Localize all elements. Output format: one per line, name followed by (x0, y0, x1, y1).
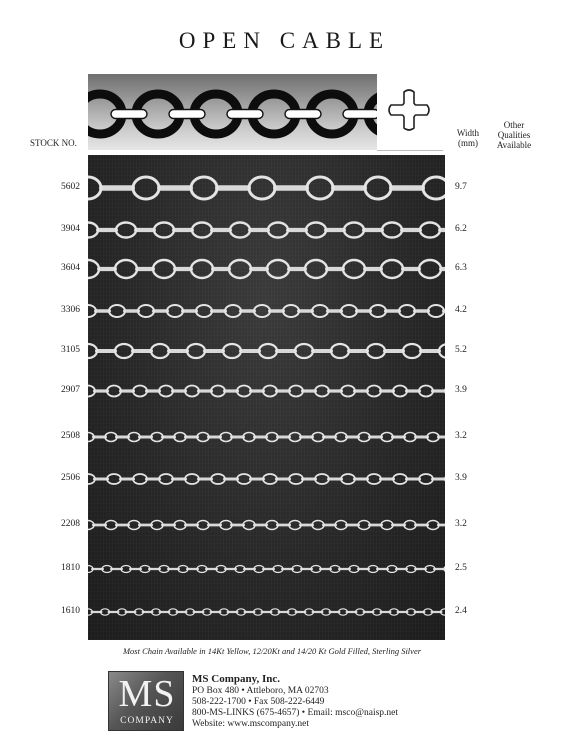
company-name: MS Company, Inc. (192, 673, 281, 685)
stock-column-header: STOCK NO. (30, 138, 77, 148)
profile-flat-link (227, 110, 263, 119)
chain-link (109, 305, 125, 317)
chain-link (343, 260, 365, 278)
stock-number: 2208 (61, 519, 80, 529)
chain-link (365, 177, 391, 199)
chain-link (283, 305, 299, 317)
chain-link (347, 349, 369, 353)
chain-link (286, 228, 308, 232)
stock-number: 3105 (61, 345, 80, 355)
chain-link (167, 349, 189, 353)
chain-width: 3.9 (455, 385, 467, 395)
chain-link (191, 260, 213, 278)
website-line: Website: www.mscompany.net (192, 719, 309, 729)
chain-width: 3.2 (455, 519, 467, 529)
chain-link (400, 228, 422, 232)
chain-sample (88, 521, 445, 530)
chain-link (263, 474, 277, 484)
chain-link (295, 344, 313, 358)
stock-number: 2907 (61, 385, 80, 395)
chain-link (196, 305, 212, 317)
chain-link (115, 344, 133, 358)
chain-link (403, 344, 421, 358)
chain-link (203, 349, 225, 353)
chain-link (367, 386, 381, 397)
chain-link (367, 474, 381, 484)
other-qualities-header (490, 120, 538, 150)
chain-link (381, 260, 403, 278)
chain-sample (88, 260, 445, 278)
chain-link (341, 474, 355, 484)
stock-number: 2508 (61, 431, 80, 441)
chain-link (239, 349, 261, 353)
chain-link (225, 305, 241, 317)
chain-link (267, 260, 289, 278)
chain-link (439, 344, 445, 358)
page-title: OPEN CABLE (178, 28, 391, 53)
width-header-unit: (mm) (458, 138, 478, 148)
chain-width: 4.2 (455, 305, 467, 315)
other-header-line: Qualities (497, 130, 531, 140)
cross-section-icon (387, 88, 431, 132)
chain-link (331, 344, 349, 358)
profile-flat-link (111, 110, 147, 119)
chain-link (311, 349, 333, 353)
profile-flat-link (285, 110, 321, 119)
chain-link (96, 228, 118, 232)
chain-link (154, 223, 174, 238)
chain-link (191, 177, 217, 199)
chain-link (167, 305, 183, 317)
chain-link (133, 474, 147, 484)
availability-note: Most Chain Available in 14Kt Yellow, 12/20Kt and 14/20 Kt Gold Filled, Sterling Silver (122, 646, 422, 656)
chain-link (306, 223, 326, 238)
stock-number: 3904 (61, 224, 80, 234)
chain-link (95, 349, 117, 353)
chain-link (399, 305, 415, 317)
chain-sample (88, 474, 445, 484)
chain-link (229, 260, 251, 278)
chain-link (305, 260, 327, 278)
chain-width: 6.3 (455, 263, 467, 273)
chain-samples-panel (88, 155, 445, 640)
chain-link (419, 386, 433, 397)
chain-link (133, 386, 147, 397)
chain-link (187, 344, 205, 358)
chain-width: 5.2 (455, 345, 467, 355)
phone-line: 508-222-1700 • Fax 508-222-6449 (192, 697, 325, 707)
stock-number: 5602 (61, 182, 80, 192)
chain-link (237, 474, 251, 484)
chain-link (268, 223, 288, 238)
chain-link (419, 474, 433, 484)
chain-samples-svg (88, 155, 445, 640)
chain-link (324, 228, 346, 232)
chain-link (263, 386, 277, 397)
chain-link (211, 386, 225, 397)
chain-link (99, 185, 135, 190)
chain-link (107, 386, 121, 397)
chain-profile-svg (88, 74, 377, 150)
chain-link (382, 223, 402, 238)
chain-link (370, 305, 386, 317)
chain-link (153, 260, 175, 278)
chain-link (138, 305, 154, 317)
chain-link (419, 260, 441, 278)
company-logo (108, 671, 184, 731)
chain-link (131, 349, 153, 353)
width-header-line: Width (456, 128, 480, 138)
profile-flat-link (169, 110, 205, 119)
chain-link (383, 349, 405, 353)
chain-link (115, 260, 137, 278)
chain-link (116, 223, 136, 238)
chain-link (211, 474, 225, 484)
contact-line: 800-MS-LINKS (675-4657) • Email: msco@naisp.net (192, 708, 399, 718)
chain-sample (88, 433, 445, 442)
chain-sample (88, 177, 445, 199)
chain-link (393, 386, 407, 397)
chain-link (420, 223, 440, 238)
chain-link (230, 223, 250, 238)
chain-link (185, 386, 199, 397)
other-header-line: Available (496, 140, 532, 150)
stock-number: 3306 (61, 305, 80, 315)
chain-link (159, 474, 173, 484)
chain-link (315, 386, 329, 397)
chain-width: 3.9 (455, 473, 467, 483)
chain-link (192, 223, 212, 238)
chain-width: 3.2 (455, 431, 467, 441)
company-address (192, 673, 398, 730)
chain-link (210, 228, 232, 232)
chain-link (254, 305, 270, 317)
chain-link (393, 474, 407, 484)
chain-link (134, 228, 156, 232)
profile-flat-link (343, 110, 377, 119)
chain-link (159, 386, 173, 397)
other-header-line: Other (503, 120, 525, 130)
chain-width: 2.4 (455, 606, 467, 616)
chain-link (185, 474, 199, 484)
logo-word: COMPANY (120, 716, 174, 726)
chain-link (331, 185, 367, 190)
logo-letters: MS (118, 673, 176, 715)
chain-sample (88, 386, 445, 397)
chain-link (428, 305, 444, 317)
chain-sample (88, 223, 445, 238)
chain-link (107, 474, 121, 484)
chain-width: 2.5 (455, 563, 467, 573)
chain-sample (88, 566, 445, 573)
address-line: PO Box 480 • Attleboro, MA 02703 (192, 686, 329, 696)
chain-link (157, 185, 193, 190)
stock-number: 3604 (61, 263, 80, 273)
divider (377, 150, 443, 151)
chain-link (172, 228, 194, 232)
chain-link (367, 344, 385, 358)
chain-link (362, 228, 384, 232)
chain-link (223, 344, 241, 358)
chain-sample (88, 344, 445, 358)
chain-link (248, 228, 270, 232)
chain-link (341, 386, 355, 397)
chain-link (249, 177, 275, 199)
chain-link (237, 386, 251, 397)
chain-link (344, 223, 364, 238)
chain-link (419, 349, 441, 353)
chain-link (289, 386, 303, 397)
chain-link (312, 305, 328, 317)
chain-width: 6.2 (455, 224, 467, 234)
chain-link (289, 474, 303, 484)
stock-number: 2506 (61, 473, 80, 483)
chain-sample (88, 305, 445, 317)
chain-link (341, 305, 357, 317)
chain-link (389, 185, 425, 190)
chain-link (133, 177, 159, 199)
chain-link (423, 177, 445, 199)
chain-link (273, 185, 309, 190)
width-column-header (448, 128, 488, 148)
chain-link (215, 185, 251, 190)
chain-sample (88, 609, 445, 615)
stock-number: 1610 (61, 606, 80, 616)
chain-link (307, 177, 333, 199)
chain-link (151, 344, 169, 358)
chain-link (315, 474, 329, 484)
stock-number: 1810 (61, 563, 80, 573)
chain-link (275, 349, 297, 353)
chain-width: 9.7 (455, 182, 467, 192)
chain-link (259, 344, 277, 358)
chain-profile-illustration (88, 74, 377, 150)
